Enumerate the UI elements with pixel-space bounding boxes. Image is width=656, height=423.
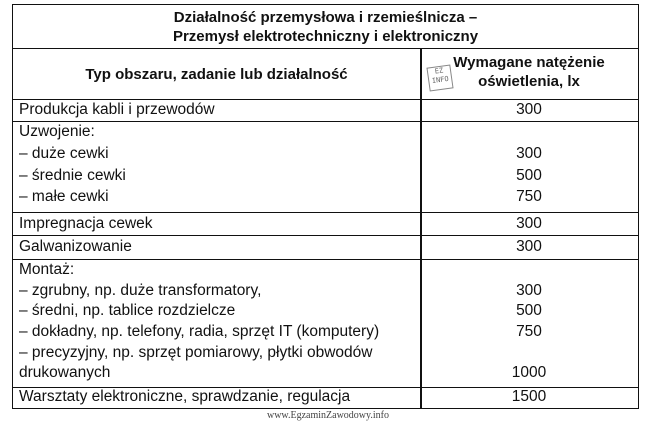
row-line <box>13 282 638 302</box>
title-line-1: Działalność przemysłowa i rzemieślnicza – <box>173 9 478 26</box>
row-line <box>13 388 638 408</box>
activity-label: Warsztaty elektroniczne, sprawdzanie, regulacja <box>19 388 351 405</box>
row-line <box>13 261 638 281</box>
activity-label: – małe cewki <box>19 188 109 206</box>
activity-label: Produkcja kabli i przewodów <box>19 100 215 118</box>
activity-label: – precyzyjny, np. sprzęt pomiarowy, płytki obwodów <box>19 343 373 361</box>
watermark: www.EgzaminZawodowy.info <box>266 410 389 421</box>
table-row <box>13 260 638 388</box>
row-line <box>13 344 638 364</box>
row-line <box>13 215 638 235</box>
table-row <box>13 213 638 236</box>
row-line <box>13 188 638 208</box>
activity-label: Uzwojenie: <box>19 123 95 140</box>
row-line <box>13 123 638 143</box>
illuminance-value: 1500 <box>511 388 547 405</box>
ez-info-stamp: EZ INFO <box>426 64 453 91</box>
row-line <box>13 364 638 384</box>
illuminance-value: 300 <box>516 281 542 299</box>
activity-label: Impregnacja cewek <box>19 214 153 232</box>
table-row <box>13 99 638 122</box>
illuminance-value: 500 <box>516 166 542 184</box>
illuminance-value: 750 <box>516 323 542 340</box>
row-line <box>13 302 638 322</box>
header-illuminance-line-2: oświetlenia, lx <box>478 73 580 90</box>
table-row <box>13 122 638 213</box>
row-line <box>13 167 638 187</box>
illuminance-value: 300 <box>516 238 542 255</box>
row-line <box>13 323 638 343</box>
activity-label: – średni, np. tablice rozdzielcze <box>19 302 236 320</box>
illuminance-value: 300 <box>516 144 542 162</box>
row-line <box>13 238 638 258</box>
activity-label: – dokładny, np. telefony, radia, sprzęt IT (komputery) <box>19 323 380 340</box>
activity-label: – średnie cewki <box>19 166 126 184</box>
illuminance-value: 1000 <box>511 364 547 382</box>
header-illuminance <box>420 49 638 99</box>
table-title <box>13 5 638 49</box>
activity-label: Galwanizowanie <box>19 238 132 255</box>
activity-label: Montaż: <box>19 261 75 278</box>
table-row <box>13 236 638 260</box>
illuminance-value: 500 <box>516 302 542 320</box>
header-illuminance-line-1: Wymagane natężenie <box>453 54 605 71</box>
illuminance-table <box>12 4 639 409</box>
activity-label: – zgrubny, np. duże transformatory, <box>19 281 262 299</box>
table-row <box>13 388 638 408</box>
illuminance-value: 300 <box>516 214 542 232</box>
activity-label: drukowanych <box>19 364 111 382</box>
illuminance-value: 300 <box>516 100 542 118</box>
row-line <box>13 145 638 165</box>
title-line-2: Przemysł elektrotechniczny i elektroniczny <box>172 28 479 45</box>
row-line <box>13 101 638 121</box>
table-header <box>13 49 638 100</box>
header-activity: Typ obszaru, zadanie lub działalność <box>85 65 348 83</box>
illuminance-value: 750 <box>516 188 542 206</box>
activity-label: – duże cewki <box>19 144 109 162</box>
